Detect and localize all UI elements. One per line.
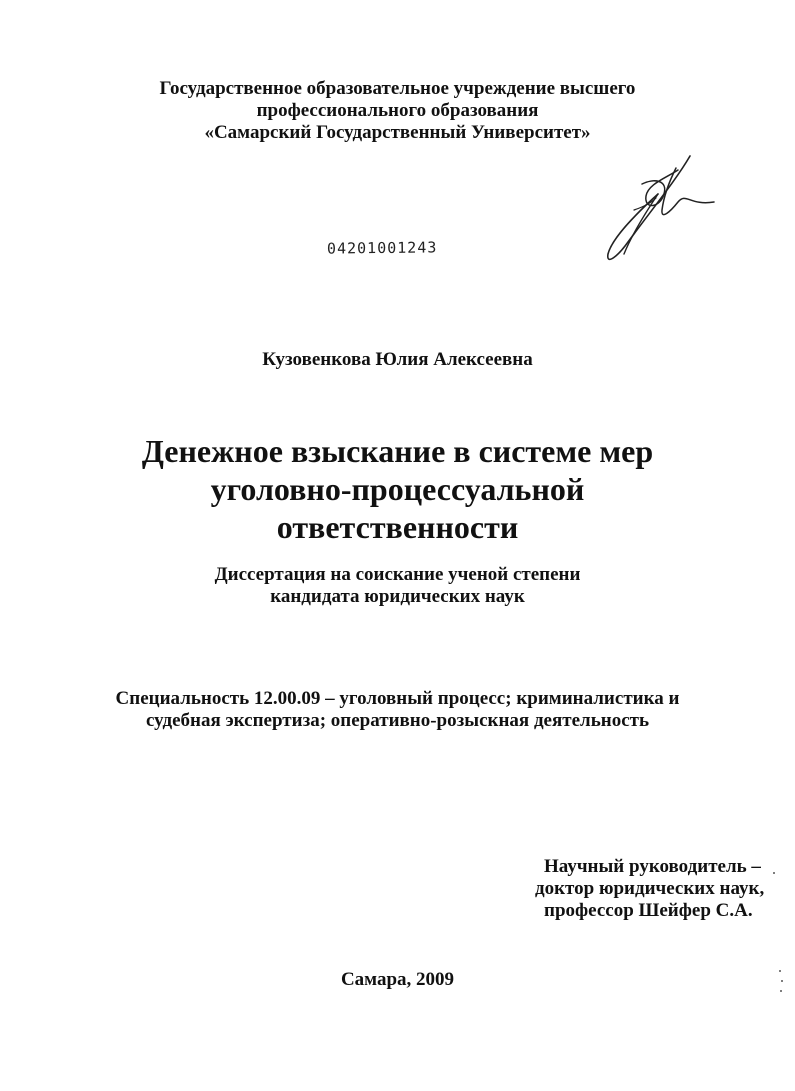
supervisor-line-3: профессор Шейфер С.А. (544, 900, 753, 921)
institution-line-3: «Самарский Государственный Университет» (204, 122, 591, 143)
supervisor-line-1: Научный руководитель – (544, 856, 761, 877)
degree-statement (0, 564, 795, 608)
specialty-statement (0, 688, 795, 732)
scan-speck (773, 872, 775, 874)
title-line-3: ответственности (276, 509, 519, 545)
institution-header (0, 78, 795, 144)
city-year: Самара, 2009 (340, 969, 455, 990)
scan-speck (779, 970, 781, 972)
degree-line-1: Диссертация на соискание ученой степени (214, 564, 581, 585)
institution-line-2: профессионального образования (256, 100, 539, 121)
supervisor-line-2: доктор юридических наук, (535, 878, 765, 899)
title-line-2: уголовно-процессуальной (210, 471, 585, 507)
degree-line-2: кандидата юридических наук (270, 586, 525, 607)
specialty-line-1: Специальность 12.00.09 – уголовный процесс; криминалистика и (115, 688, 680, 709)
institution-line-1: Государственное образовательное учреждение высшего (159, 78, 636, 99)
title-line-1: Денежное взыскание в системе мер (141, 433, 654, 469)
stamp-number: 04201001243 (326, 238, 438, 258)
specialty-line-2: судебная экспертиза; оперативно-розыскная деятельность (145, 710, 650, 731)
author-name: Кузовенкова Юлия Алексеевна (262, 349, 533, 370)
scan-speck (780, 990, 782, 992)
dissertation-title (0, 432, 795, 546)
handwritten-signature (598, 150, 716, 270)
scan-speck (781, 980, 783, 982)
